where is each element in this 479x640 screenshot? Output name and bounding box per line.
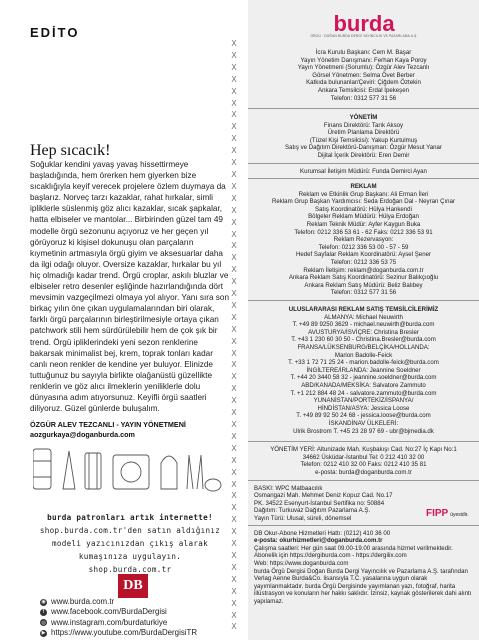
masthead-line: Finans Direktörü: Tarık Aksoy bbox=[323, 121, 404, 129]
editorial-body: Soğuklar kendini yavaş yavaş hissettirmeye başladığında, hem örerken hem giyerken bize sıcaklığıyla keyif verecek projelere özlem duymaya da başlarız. Norveç tarzı kazaklar, rahat hırkalar, simli ipliklerle süslenmiş göz alıcı kazaklar, sıcak şapkalar, hatta elbiseler ve mantolar... Birbirinden güzel tam 49 modelle örgü sezonunu açıyoruz ve her geçen yıl görüyoruz ki kişisel dokunuşu olan parçaların kıymetinin artmasıyla örgü giyim ve aksesuarlar daha da ilgi odağı oluyor. Oversize kazaklar, hırkalar bu yıl hiç olmadığı kadar trend. Örgü croplar, askılı bluzlar ve elbiseler retro desenler eşliğinde hazırlandığında dört mevsimin vazgeçilmezi olmaya yol alıyor. Yanı sıra son birkaç yılın öne çıkan uygulamalarından biri olarak, farklı örgü parçalarının birleştirilmesiyle ortaya çıkan patchwork stili hem sürdürülebilir hem de çok şık bir trend. Örgü ipliklerindeki yeni sezon renklerine bakarsak minimalist bej, krem, toprak tonları kadar canlı neon renkler de kendine yer buluyor. Elinizde tuttuğunuz bu sayıyla birlikte olağanüstü güzellikte renklerin ve göz alıcı ilmeklerin yeniliklerle dolu dünyasına adım atıyorsunuz. Keyifli örgü saatleri diliyoruz. Güzel günlerde buluşalım. bbox=[30, 160, 230, 414]
masthead-line[interactable]: Abonelik için https://dergiburda.com - https://dergilix.com bbox=[254, 552, 407, 560]
masthead-line: T. +1 212 884 48 24 - salvatore.zammuto@burda.com bbox=[290, 389, 437, 397]
masthead-line: Yayın Yönetim Danışmanı: Ferhan Kaya Poroy bbox=[300, 56, 427, 64]
masthead-line: Ankara Reklam Satış Koordinatörü: Sezinur Balıkçıoğlu bbox=[288, 274, 439, 282]
social-link-label: https://www.youtube.com/BurdaDergisiTR bbox=[51, 627, 198, 637]
promo-line: burda patronları artık internette! bbox=[47, 513, 213, 522]
masthead-footer bbox=[254, 530, 476, 605]
masthead-line[interactable]: Web: https://www.doganburda.com bbox=[254, 559, 349, 567]
masthead-line: İcra Kurulu Başkanı: Cem M. Başar bbox=[315, 49, 412, 56]
masthead-header: YÖNETİM bbox=[349, 114, 378, 121]
masthead-line: YÖNETİM YERİ: Altunizade Mah. Kuşbakışı Cad. No:27 İç Kapı No:1 bbox=[270, 446, 457, 453]
editorial-heading: Hep sıcacık! bbox=[30, 142, 111, 159]
social-link-instagram[interactable] bbox=[40, 618, 197, 628]
db-logo: DB bbox=[118, 574, 148, 598]
promo-line: shop.burda.com.tr'den satın aldığınız bbox=[39, 526, 221, 535]
divider bbox=[248, 525, 479, 526]
signature-name: ÖZGÜR ALEV TEZCANLI - YAYIN YÖNETMENİ bbox=[30, 420, 186, 429]
masthead-line: Reklam Teknik Müdür: Ayfer Kaygun Buka bbox=[306, 220, 421, 228]
facebook-icon: f bbox=[40, 609, 47, 616]
divider bbox=[248, 441, 479, 442]
masthead-line: T. +49 89 92 50 24 68 - jessica.loose@burda.com bbox=[296, 412, 431, 420]
masthead-line: PK. 34522 Esenyurt-İstanbul Sertifika no: 50884 bbox=[254, 499, 385, 507]
masthead-line: Yayın Türü: Ulusal, süreli, dönemsel bbox=[254, 514, 352, 522]
masthead-line: Marion Badolle-Feick bbox=[334, 351, 393, 359]
masthead-column bbox=[248, 0, 479, 640]
masthead-line: Reklam Grup Başkan Yardımcısı: Seda Erdoğan Dal - Neyran Çınar bbox=[271, 198, 455, 206]
masthead-line: HİNDİSTAN/ASYA: Jessica Loose bbox=[317, 404, 410, 412]
divider bbox=[248, 108, 479, 109]
burda-logo bbox=[294, 11, 434, 38]
masthead-line: (Tüzel Kişi Temsilcisi): Yakup Kurtulmuş bbox=[309, 136, 418, 144]
masthead-line: Satış ve Dağıtım Direktörü-Danışman: Özgür Mesut Yanar bbox=[285, 144, 442, 152]
masthead-management bbox=[248, 114, 479, 160]
masthead-line: T. +44 20 3440 58 32 - jeannine.soeldner@burda.com bbox=[290, 374, 437, 382]
masthead-line: Hedef Sayfalar Reklam Koordinatörü: Aysel Şener bbox=[295, 251, 432, 259]
promo-link[interactable]: shop.burda.com.tr bbox=[88, 565, 172, 574]
masthead-line: Üretim Planlama Direktörü bbox=[327, 129, 400, 137]
social-link-youtube[interactable] bbox=[40, 628, 197, 638]
social-links bbox=[40, 597, 197, 638]
youtube-icon: ▶ bbox=[41, 629, 46, 636]
editorial-signature bbox=[30, 420, 186, 440]
signature-email: aozgurkaya@doganburda.com bbox=[30, 430, 135, 439]
masthead-line: Telefon: 0212 336 53 00 - 57 - 59 bbox=[318, 243, 409, 251]
masthead-line: Katkıda bulunanlar/Çeviri: Çiğdem Öztekin bbox=[306, 79, 421, 87]
masthead-line: T. +43 1 230 60 30 50 - Christina.Bresler@burda.com bbox=[291, 336, 436, 344]
masthead-line: Ulrik Brostrom T. +45 23 28 97 69 - ubr@bjmedia.dk bbox=[293, 427, 434, 435]
masthead-line: Görsel Yönetmen: Selma Övet Berber bbox=[312, 71, 415, 79]
masthead-line: Satış Koordinatörü: Hülya Hankendi bbox=[315, 205, 412, 213]
sewing-notions-illustration bbox=[33, 447, 223, 497]
masthead-header: REKLAM bbox=[350, 183, 377, 190]
masthead-legal: burda Örgü Dergisi Doğan Burda Dergi Yayıncılık ve Pazarlama A.Ş. tarafından Verlag Aenne Burda&Co. lisansıyla T.C. yasalarına uygun olarak yayımlanmaktadır. burda Örgü Dergisinde yayımlanan yazı, fotoğraf, harita illüstrasyon ve konuların her hakkı saklıdır. İzinsiz, kaynak gösterilerek dahi alıntı yapılamaz. bbox=[254, 568, 472, 605]
editorial-column bbox=[0, 0, 232, 640]
logo-tagline: ÖRGÜ · DOĞAN BURDA DERGİ YAYINCILIK VE PAZARLAMA A.Ş. bbox=[310, 34, 418, 38]
masthead-line: Reklam İletişim: reklam@doganburda.com.tr bbox=[303, 266, 424, 274]
divider bbox=[248, 300, 479, 301]
masthead-line: e-posta: burda@doganburda.com.tr bbox=[315, 468, 412, 476]
masthead-corporate bbox=[248, 168, 479, 176]
promo-text bbox=[30, 511, 230, 576]
social-link-web[interactable] bbox=[40, 597, 197, 607]
masthead-line: İNGİLTERE/İRLANDA: Jeannine Soeldner bbox=[306, 366, 421, 374]
masthead-line: Telefon: 0312 577 31 56 bbox=[330, 289, 397, 297]
masthead-line: ALMANYA: Michael Neuwirth bbox=[324, 313, 403, 321]
masthead-line: Kurumsal İletişim Müdürü: Funda Demirci Ayan bbox=[300, 168, 427, 175]
masthead-line: 34662 Üsküdar-İstanbul Tel: 0 212 410 32 00 bbox=[302, 453, 425, 461]
masthead-line: Ankara Reklam Satış Müdürü: Beliz Balıbey bbox=[304, 281, 423, 289]
masthead-line: e-posta: okurhizmetleri@doganburda.com.tr bbox=[254, 537, 383, 545]
masthead-line: Çalışma saatleri: Her gün saat 09.00-19.00 arasında hizmet verilmektedir. bbox=[254, 544, 453, 552]
instagram-icon: ◎ bbox=[41, 619, 46, 626]
masthead-line: Reklam Rezervasyon: bbox=[333, 236, 394, 244]
masthead-advertising bbox=[248, 183, 479, 297]
masthead-line: Dijital İçerik Direktörü: Eren Demir bbox=[317, 151, 410, 159]
masthead-editorial bbox=[248, 49, 479, 102]
masthead-line: DB Okur-Abone Hizmetleri Hattı: (0212) 410 36 00 bbox=[254, 530, 391, 537]
masthead-line: Yayın Yönetmeni (Sorumlu): Özgür Alev Tezcanlı bbox=[297, 64, 430, 72]
masthead-line: BASKI: WPC Matbaacılık bbox=[254, 485, 323, 492]
masthead-line: İSKANDİNAV ÜLKELERİ: bbox=[328, 419, 399, 427]
social-link-facebook[interactable] bbox=[40, 607, 197, 617]
fipp-badge bbox=[426, 508, 469, 519]
masthead-line: Telefon: 0312 577 31 56 bbox=[330, 94, 397, 102]
masthead-header: ULUSLARARASI REKLAM SATIŞ TEMSİLCİLERİMİZ bbox=[288, 306, 439, 313]
masthead-line: Dağıtım: Turkuvaz Dağıtım Pazarlama A.Ş. bbox=[254, 507, 371, 515]
social-link-label: www.facebook.com/BurdaDergisi bbox=[51, 607, 167, 617]
social-link-label: www.instagram.com/burdaturkiye bbox=[51, 617, 168, 627]
masthead-line: Telefon: 0212 336 53 75 bbox=[330, 258, 397, 266]
masthead-line: T. +49 89 9250 3629 - michael.neuwirth@burda.com bbox=[292, 321, 435, 329]
masthead-line: Bölgeler Reklam Müdürü: Hülya Erdoğan bbox=[308, 213, 419, 221]
logo-wordmark: burda bbox=[333, 11, 395, 36]
masthead-line: T. +33 1 72 71 25 24 - marion.badolle-feick@burda.com bbox=[288, 359, 439, 367]
fipp-member-label: üyesidir. bbox=[450, 512, 469, 518]
globe-icon: ◉ bbox=[41, 599, 46, 605]
divider bbox=[248, 178, 479, 179]
masthead-line: AVUSTURYA/İSVİÇRE: Christina Bresler bbox=[308, 328, 419, 336]
masthead-line: Reklam ve Etkinlik Grup Başkanı: Ali Erman İleri bbox=[298, 190, 429, 198]
masthead-line: Osmangazi Mah. Mehmet Deniz Kopuz Cad. No.17 bbox=[254, 492, 393, 500]
masthead-line: YUNANİSTAN/PORTEKİZ/İSPANYA/ bbox=[313, 397, 414, 405]
divider bbox=[248, 163, 479, 164]
masthead-line: FRANSA/LÜKSENBURG/BELÇİKA/HOLLANDA: bbox=[297, 343, 430, 351]
promo-line: modeli yazıcınızdan çıkış alarak bbox=[52, 539, 208, 548]
divider bbox=[248, 480, 479, 481]
masthead-line: Telefon: 0212 410 32 00 Faks: 0212 410 35 81 bbox=[300, 461, 427, 469]
fipp-logo: FIPP bbox=[426, 508, 449, 519]
masthead-address bbox=[248, 446, 479, 476]
masthead-line: Telefon: 0212 336 53 61 - 62 Faks: 0212 336 53 91 bbox=[294, 228, 433, 236]
section-title: EDİTO bbox=[30, 25, 80, 40]
stitch-divider: X X X X X X X X X X X X X X X X X X X X X X X X X X X X X X X X X X X X X X X X X X X X X X X X X X bbox=[231, 39, 237, 632]
promo-line: kumaşınıza uygulayın. bbox=[78, 552, 182, 561]
masthead-line: ABD/KANADA/MEKSİKA: Salvatore Zammuto bbox=[301, 381, 426, 389]
masthead-international bbox=[248, 306, 479, 435]
masthead-line: Ankara Temsilcisi: Erdal İpekeşen bbox=[318, 86, 409, 94]
social-link-label: www.burda.com.tr bbox=[51, 597, 115, 606]
